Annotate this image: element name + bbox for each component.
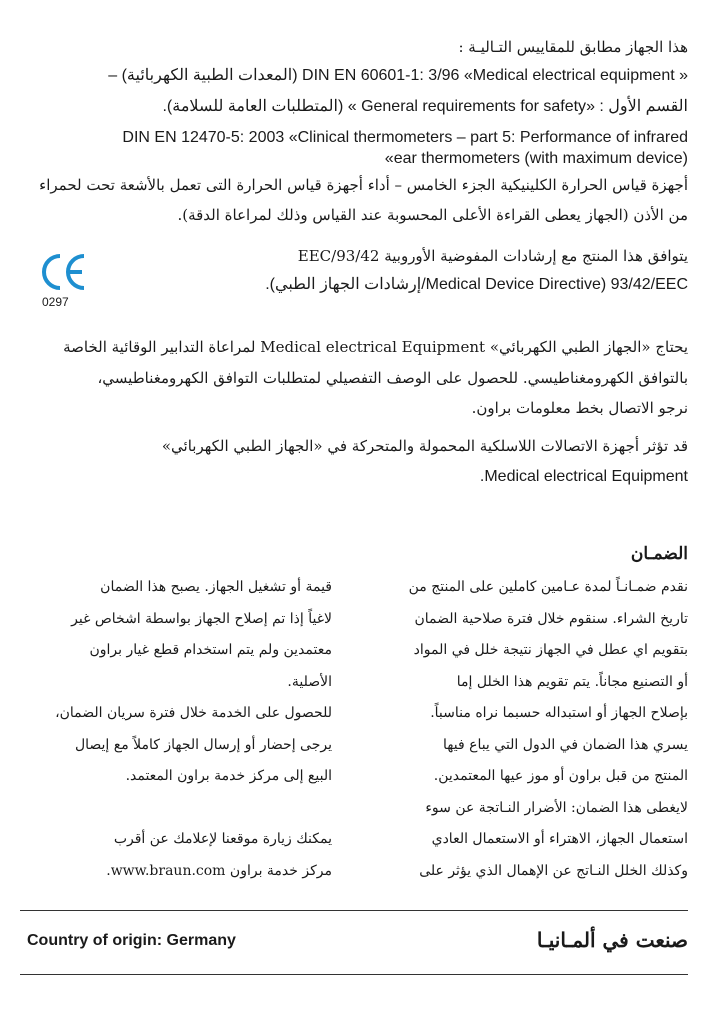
warranty-left-line: البيع إلى مركز خدمة براون المعتمد. — [125, 768, 332, 784]
warranty-right-line: استعمال الجهاز، الاهتراء أو الاستعمال العادي — [431, 831, 688, 847]
warranty-left-column — [20, 572, 332, 887]
standards-line-6: أجهزة قياس الحرارة الكلينيكية الجزء الخامس – أداء أجهزة قياس الحرارة التى تعمل بالأشعة تحت لحمراء — [39, 176, 688, 194]
standards-line-3: القسم الأول : «General requirements for safety » (المتطلبات العامة للسلامة). — [162, 98, 688, 115]
warranty-right-line: أو التصنيع مجاناً. يتم تقويم هذا الخلل إما — [456, 673, 688, 690]
warranty-left-line: مركز خدمة براون www.braun.com. — [106, 862, 332, 879]
standards-line-4: DIN EN 12470-5: 2003 «Clinical thermometers – part 5: Performance of infrared — [122, 129, 688, 146]
warranty-right-line: المنتج من قبل براون أو موز عيها المعتمدين. — [433, 768, 688, 784]
emc-line-1: يحتاج «الجهاز الطبي الكهربائي» Medical electrical Equipment لمراعاة التدابير الوقائية الخاصة — [63, 338, 688, 356]
standards-line-7: من الأذن (الجهاز يعطى القراءة الأعلى المحسوبة عند القياس وذلك لمراعاة الدقة). — [177, 206, 688, 224]
warranty-left-line: الأصلية. — [287, 673, 332, 690]
ce-mark-number: 0297 — [42, 295, 69, 309]
warranty-left-line: يرجى إحضار أو إرسال الجهاز كاملاً مع إيصال — [74, 736, 332, 753]
footer-divider-bottom — [20, 974, 688, 975]
warranty-right-line: يسري هذا الضمان في الدول التي يباع فيها — [443, 736, 688, 753]
warranty-right-line: نقدم ضمـانـاً لمدة عـامين كاملين على المنتج من — [408, 579, 688, 595]
warranty-left-line: معتمدين ولم يتم استخدام قطع غيار براون — [89, 642, 332, 658]
warranty-right-line: بتقويم اي عطل في الجهاز نتيجة خلل في المواد — [413, 642, 688, 658]
warranty-right-column — [376, 572, 688, 887]
country-of-origin-en: Country of origin: Germany — [27, 932, 236, 949]
directive-line-1: يتوافق هذا المنتج مع إرشادات المفوضية الأوروبية 93/42/EEC — [297, 247, 688, 265]
ce-mark-icon — [40, 250, 88, 294]
warranty-left-line — [20, 793, 332, 825]
footer-divider-top — [20, 910, 688, 911]
directive-line-2: Medical Device Directive) 93/42/EEC/إرشادات الجهاز الطبي). — [265, 276, 688, 293]
warranty-right-line: وكذلك الخلل النـاتج عن الإهمال الذي يؤثر على — [419, 862, 688, 879]
warranty-left-line: لاغياً إذا تم إصلاح الجهاز بواسطة اشخاص غير — [71, 610, 332, 627]
warranty-left-line: يمكنك زيارة موقعنا لإعلامك عن أقرب — [113, 831, 332, 847]
warranty-left-line: قيمة أو تشغيل الجهاز. يصبح هذا الضمان — [100, 579, 332, 595]
warranty-title: الضمـان — [630, 544, 688, 564]
warranty-left-line: للحصول على الخدمة خلال فترة سريان الضمان، — [55, 705, 332, 721]
standards-line-5: ear thermometers (with maximum device)» — [384, 150, 688, 167]
warranty-right-line: بإصلاح الجهاز أو استبداله حسبما نراه مناسباً. — [430, 705, 688, 721]
emc-line-4: قد تؤثر أجهزة الاتصالات اللاسلكية المحمولة والمتحركة في «الجهاز الطبي الكهربائي» — [161, 437, 688, 455]
standards-line-2: « DIN EN 60601-1: 3/96 «Medical electrical equipment (المعدات الطبية الكهربائية) – — [108, 67, 688, 84]
emc-line-2: بالتوافق الكهرومغناطيسي. للحصول على الوصف التفصيلي لمتطلبات التوافق الكهرومغناطيسي، — [97, 369, 688, 387]
country-of-origin-ar: صنعت في ألمـانيـا — [536, 928, 688, 952]
emc-line-5: Medical electrical Equipment. — [479, 468, 688, 485]
warranty-right-line: لايغطى هذا الضمان: الأضرار النـاتجة عن سوء — [425, 799, 688, 816]
emc-line-3: نرجو الاتصال بخط معلومات براون. — [471, 399, 688, 417]
warranty-right-line: تاريخ الشراء. سنقوم خلال فترة صلاحية الضمان — [414, 610, 688, 627]
standards-line-1: هذا الجهاز مطابق للمقاييس التـاليـة : — [458, 38, 688, 56]
